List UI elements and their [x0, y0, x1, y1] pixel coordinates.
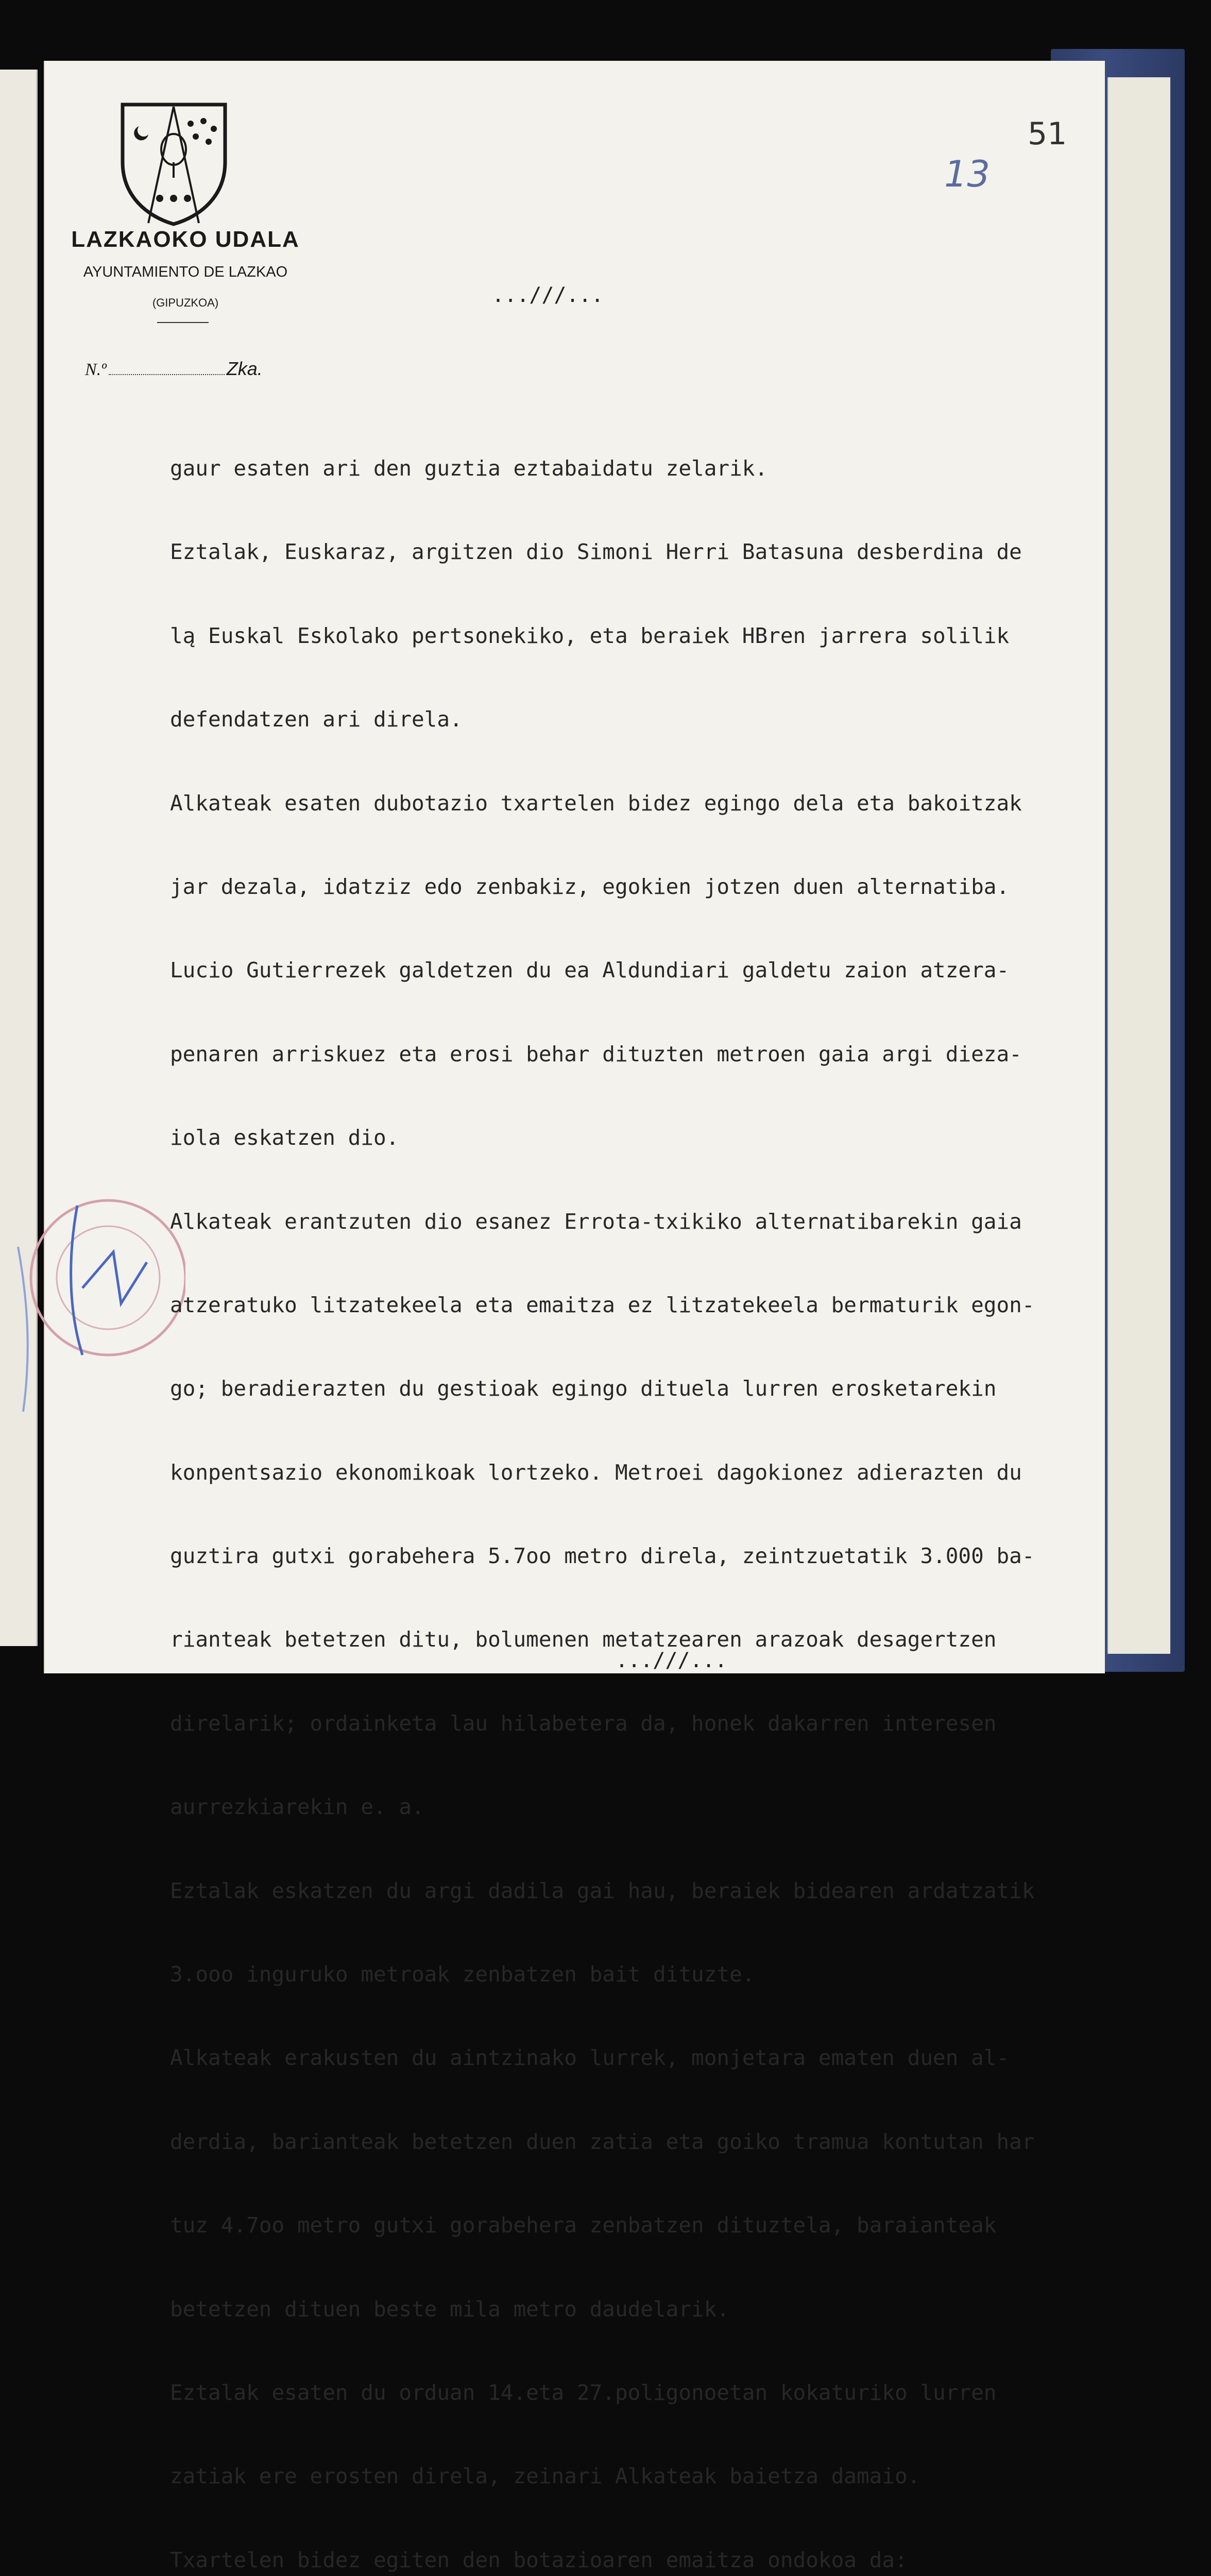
body-line: guztira gutxi gorabehera 5.7oo metro direla, zeintzuetatik 3.000 ba- — [170, 1544, 1035, 1569]
municipal-crest-icon — [118, 100, 229, 227]
body-line: atzeratuko litzatekeela eta emaitza ez litzatekeela bermaturik egon- — [170, 1292, 1035, 1317]
continuation-marker-bottom: ...///... — [616, 1649, 727, 1672]
body-line: 3.ooo inguruko metroak zenbatzen bait dituzte. — [170, 1962, 755, 1987]
body-line: defendatzen ari direla. — [170, 707, 463, 732]
body-line: Alkateak erantzuten dio esanez Errota-txikiko alternatibarekin gaia — [170, 1209, 1022, 1234]
letterhead-rule — [157, 322, 209, 323]
body-line: zatiak ere erosten direla, zeinari Alkateak baietza damaio. — [170, 2464, 920, 2489]
number-prefix: N.º — [85, 360, 107, 379]
document-body — [170, 402, 1149, 2576]
body-line: derdia, barianteak betetzen duen zatia eta goiko tramua kontutan har — [170, 2129, 1035, 2154]
body-line: Eztalak eskatzen du argi dadila gai hau, beraiek bidearen ardatzatik — [170, 1878, 1035, 1903]
org-province: (GIPUZKOA) — [152, 296, 219, 309]
body-line: aurrezkiarekin e. a. — [170, 1794, 424, 1820]
org-name: LAZKAOKO UDALA — [71, 227, 300, 252]
handwritten-note-text: 13 — [944, 153, 991, 195]
continuation-marker-top: ...///... — [492, 283, 604, 307]
body-line: tuz 4.7oo metro gutxi gorabehera zenbatzen dituztela, baraianteak — [170, 2213, 997, 2238]
handwritten-note — [940, 149, 997, 196]
body-line: gaur esaten ari den guztia eztabaidatu zelarik. — [170, 456, 768, 481]
body-line: Lucio Gutierrezek galdetzen du ea Aldundiari galdetu zaion atzera- — [170, 958, 1010, 983]
body-line: betetzen dituen beste mila metro daudelarik. — [170, 2296, 730, 2321]
body-line: go; beradierazten du gestioak egingo dituela lurren erosketarekin — [170, 1376, 997, 1401]
body-line: Eztalak, Euskaraz, argitzen dio Simoni Herri Batasuna desberdina de — [170, 539, 1022, 565]
page-number: 51 — [1028, 116, 1067, 152]
number-label: Zka. — [226, 358, 263, 379]
org-subtitle: AYUNTAMIENTO DE LAZKAO — [83, 264, 288, 280]
body-line: penaren arriskuez eta erosi behar dituzten metroen gaia argi dieza- — [170, 1041, 1022, 1066]
number-dotted-line — [109, 374, 225, 375]
body-line: Alkateak erakusten du aintzinako lurrek, monjetara ematen duen al- — [170, 2045, 1010, 2071]
body-line: konpentsazio ekonomikoak lortzeko. Metroei dagokionez adierazten du — [170, 1460, 1022, 1485]
body-line: jar dezala, idatziz edo zenbakiz, egokien jotzen duen alternatiba. — [170, 874, 1010, 899]
body-line: direlarik; ordainketa lau hilabetera da, honek dakarren interesen — [170, 1710, 997, 1736]
body-line: Alkateak esaten dubotazio txartelen bidez egingo dela eta bakoitzak — [170, 790, 1022, 816]
body-line: iola eskatzen dio. — [170, 1125, 399, 1150]
body-line: Eztalak esaten du orduan 14.eta 27.poligonoetan kokaturiko lurren — [170, 2380, 997, 2405]
official-seal-stamp-icon — [0, 1185, 185, 1427]
body-line: rianteak betetzen ditu, bolumenen metatzearen arazoak desagertzen — [170, 1627, 997, 1652]
body-line: Txartelen bidez egiten den botazioaren emaitza ondokoa da: — [170, 2547, 908, 2572]
body-line: lą Euskal Eskolako pertsonekiko, eta beraiek HBren jarrera solilik — [170, 623, 1010, 648]
number-field — [85, 358, 263, 380]
